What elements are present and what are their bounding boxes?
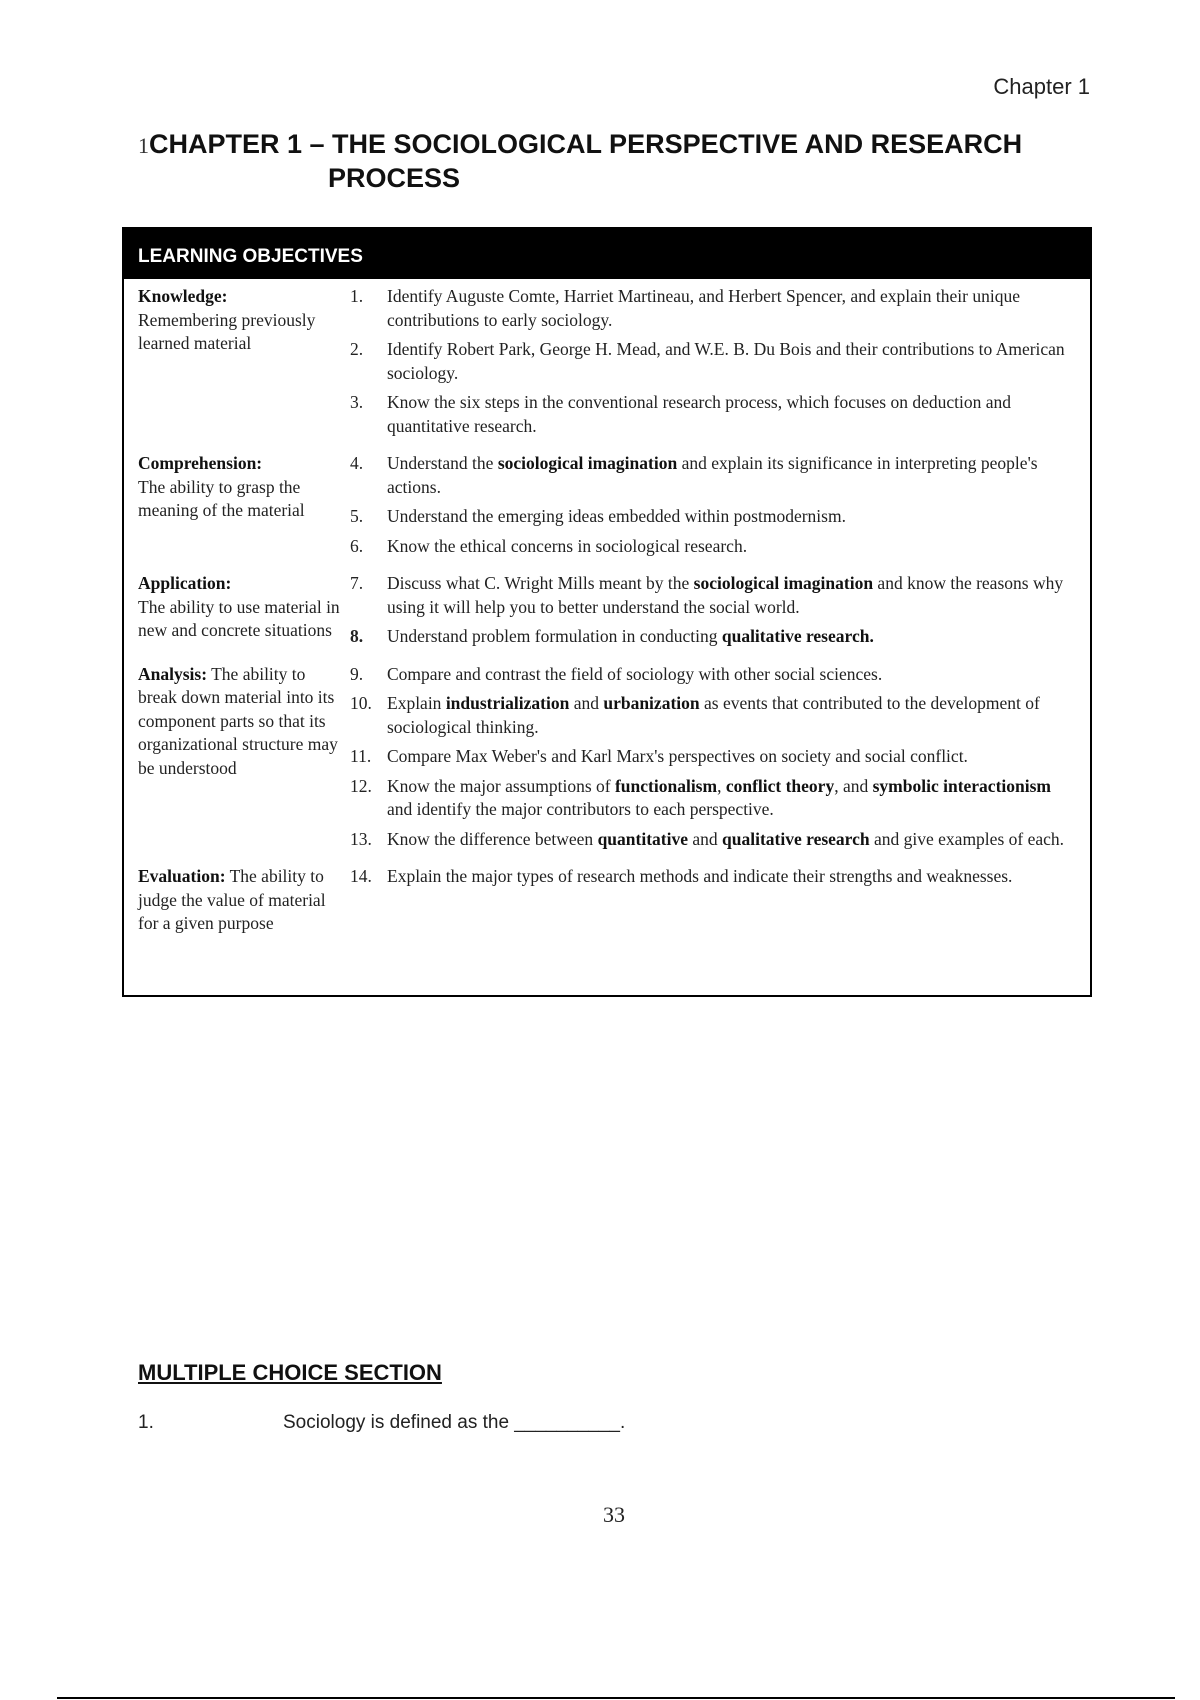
objective-text-run: as events that contributed to the development of sociological thinking.	[387, 693, 1040, 737]
cognitive-level-name: Knowledge:	[138, 286, 228, 306]
objective-text-run: Know the ethical concerns in sociological research.	[387, 535, 748, 556]
objective-text-run: Understand problem formulation in conducting	[387, 626, 722, 646]
objective-text-run: Know the six steps in the conventional research process, which focuses on deduction and quantitative research.	[387, 392, 1012, 436]
key-term: industrialization	[445, 693, 570, 713]
objective-text-run: Understand the emerging ideas embedded within postmodernism.	[387, 506, 846, 526]
page-number: 33	[603, 1502, 625, 1527]
objective-text	[387, 692, 1090, 739]
cognitive-level	[124, 865, 348, 936]
objective-text	[387, 775, 1090, 822]
cognitive-level-name: Analysis:	[138, 663, 208, 684]
objective-item	[348, 865, 1090, 889]
objective-text-run: Know the major assumptions of	[387, 775, 615, 796]
objective-item	[348, 625, 1090, 649]
question-number: 1.	[138, 1412, 154, 1433]
cognitive-level	[124, 285, 348, 444]
objective-number: 11.	[350, 746, 372, 766]
objective-text-run: Compare Max Weber's and Karl Marx's perspectives on society and social conflict.	[387, 746, 968, 766]
footnote-mark[interactable]: 1	[138, 133, 149, 158]
objective-list	[348, 452, 1090, 564]
learning-objectives-heading: LEARNING OBJECTIVES	[124, 229, 1090, 279]
objective-text-run: and know the reasons why using it will help you to better understand the social world.	[387, 573, 1064, 617]
objective-text	[387, 452, 1090, 499]
objective-item	[348, 828, 1090, 852]
objective-section	[124, 452, 1090, 564]
objective-section	[124, 663, 1090, 858]
objective-item	[348, 663, 1090, 687]
objective-text	[387, 285, 1090, 332]
objective-section	[124, 572, 1090, 655]
objective-number: 9.	[350, 663, 364, 684]
cognitive-level-description: The ability to use material in new and concrete situations	[138, 596, 340, 640]
objective-text	[387, 572, 1090, 619]
objective-text-run: and	[688, 828, 723, 849]
key-term: conflict theory	[725, 775, 835, 796]
cognitive-level	[124, 663, 348, 858]
cognitive-level	[124, 572, 348, 655]
objective-list	[348, 572, 1090, 655]
objective-number: 6.	[350, 535, 364, 556]
objective-text-run: , and	[834, 775, 873, 796]
objective-text-run: Know the difference between	[387, 828, 598, 849]
objective-number: 13.	[350, 828, 372, 849]
objective-text	[387, 505, 1090, 529]
objective-item	[348, 391, 1090, 438]
question-text: Sociology is defined as the __________.	[283, 1412, 626, 1433]
cognitive-level	[124, 452, 348, 564]
objective-item	[348, 692, 1090, 739]
cognitive-level-description: The ability to break down material into its component parts so that its organizational structure may be understood	[138, 663, 338, 778]
objective-number: 10.	[350, 693, 372, 713]
cognitive-level-name: Evaluation:	[138, 866, 226, 886]
objective-item	[348, 505, 1090, 529]
objective-text-run: Discuss what C. Wright Mills meant by the	[387, 573, 694, 593]
objective-text	[387, 865, 1090, 889]
objective-text-run: and give examples of each.	[869, 828, 1065, 849]
objective-number: 3.	[350, 392, 364, 412]
objective-item	[348, 452, 1090, 499]
objective-item	[348, 338, 1090, 385]
objective-list	[348, 663, 1090, 858]
objective-text-run: Understand the	[387, 453, 498, 473]
objective-text-run: and identify the major contributors to each perspective.	[387, 799, 774, 819]
objective-list	[348, 865, 1090, 936]
objective-number: 1.	[350, 286, 364, 306]
objective-text-run: Identify Auguste Comte, Harriet Martineau, and Herbert Spencer, and explain their unique contributions to early sociology.	[387, 286, 1020, 330]
objective-item	[348, 535, 1090, 559]
key-term: quantitative	[597, 828, 688, 849]
key-term: sociological imagination	[497, 453, 678, 473]
objective-number: 8.	[350, 626, 364, 646]
chapter-title-line1: CHAPTER 1 – THE SOCIOLOGICAL PERSPECTIVE AND RESEARCH	[149, 129, 1023, 159]
key-term: sociological imagination	[693, 573, 874, 593]
objective-list	[348, 285, 1090, 444]
footer-divider	[57, 1697, 1175, 1699]
key-term: urbanization	[603, 693, 700, 713]
objective-section	[124, 865, 1090, 936]
objective-text-run: Explain the major types of research methods and indicate their strengths and weaknesses.	[387, 866, 1013, 886]
objective-item	[348, 572, 1090, 619]
objective-text	[387, 535, 1090, 559]
objective-text-run: Explain	[387, 693, 446, 713]
objective-text	[387, 391, 1090, 438]
cognitive-level-description: Remembering previously learned material	[138, 309, 316, 353]
key-term: qualitative research	[722, 828, 870, 849]
objective-text-run: Identify Robert Park, George H. Mead, and W.E. B. Du Bois and their contributions to American sociology.	[387, 339, 1065, 383]
objective-number: 12.	[350, 775, 372, 796]
cognitive-level-name: Application:	[138, 573, 232, 593]
cognitive-level-description: The ability to judge the value of material for a given purpose	[138, 866, 326, 933]
running-header: Chapter 1	[993, 74, 1090, 99]
objective-text-run: Compare and contrast the field of sociology with other social sciences.	[387, 663, 883, 684]
objective-text-run: ,	[717, 775, 726, 796]
key-term: functionalism	[614, 775, 718, 796]
key-term: symbolic interactionism	[872, 775, 1051, 796]
question-1	[138, 1412, 1038, 1434]
objective-text	[387, 625, 1090, 649]
objective-number: 14.	[350, 866, 372, 886]
objective-item	[348, 745, 1090, 769]
objective-item	[348, 775, 1090, 822]
chapter-title-line2: PROCESS	[328, 163, 461, 193]
objective-text	[387, 828, 1090, 852]
key-term: qualitative research.	[721, 626, 874, 646]
objective-text-run: and explain its significance in interpreting people's actions.	[387, 453, 1038, 497]
multiple-choice-heading: MULTIPLE CHOICE SECTION	[138, 1360, 442, 1385]
cognitive-level-name: Comprehension:	[138, 453, 263, 473]
cognitive-level-description: The ability to grasp the meaning of the material	[138, 476, 305, 520]
objective-text	[387, 745, 1090, 769]
objective-number: 7.	[350, 573, 364, 593]
objective-text	[387, 663, 1090, 687]
objective-number: 2.	[350, 339, 364, 359]
objective-item	[348, 285, 1090, 332]
learning-objectives-body	[124, 279, 1090, 936]
learning-objectives-table	[122, 227, 1092, 997]
objective-text	[387, 338, 1090, 385]
objective-section	[124, 285, 1090, 444]
objective-text-run: and	[569, 693, 604, 713]
chapter-title	[138, 128, 1098, 195]
objective-number: 4.	[350, 453, 364, 473]
objective-number: 5.	[350, 506, 364, 526]
